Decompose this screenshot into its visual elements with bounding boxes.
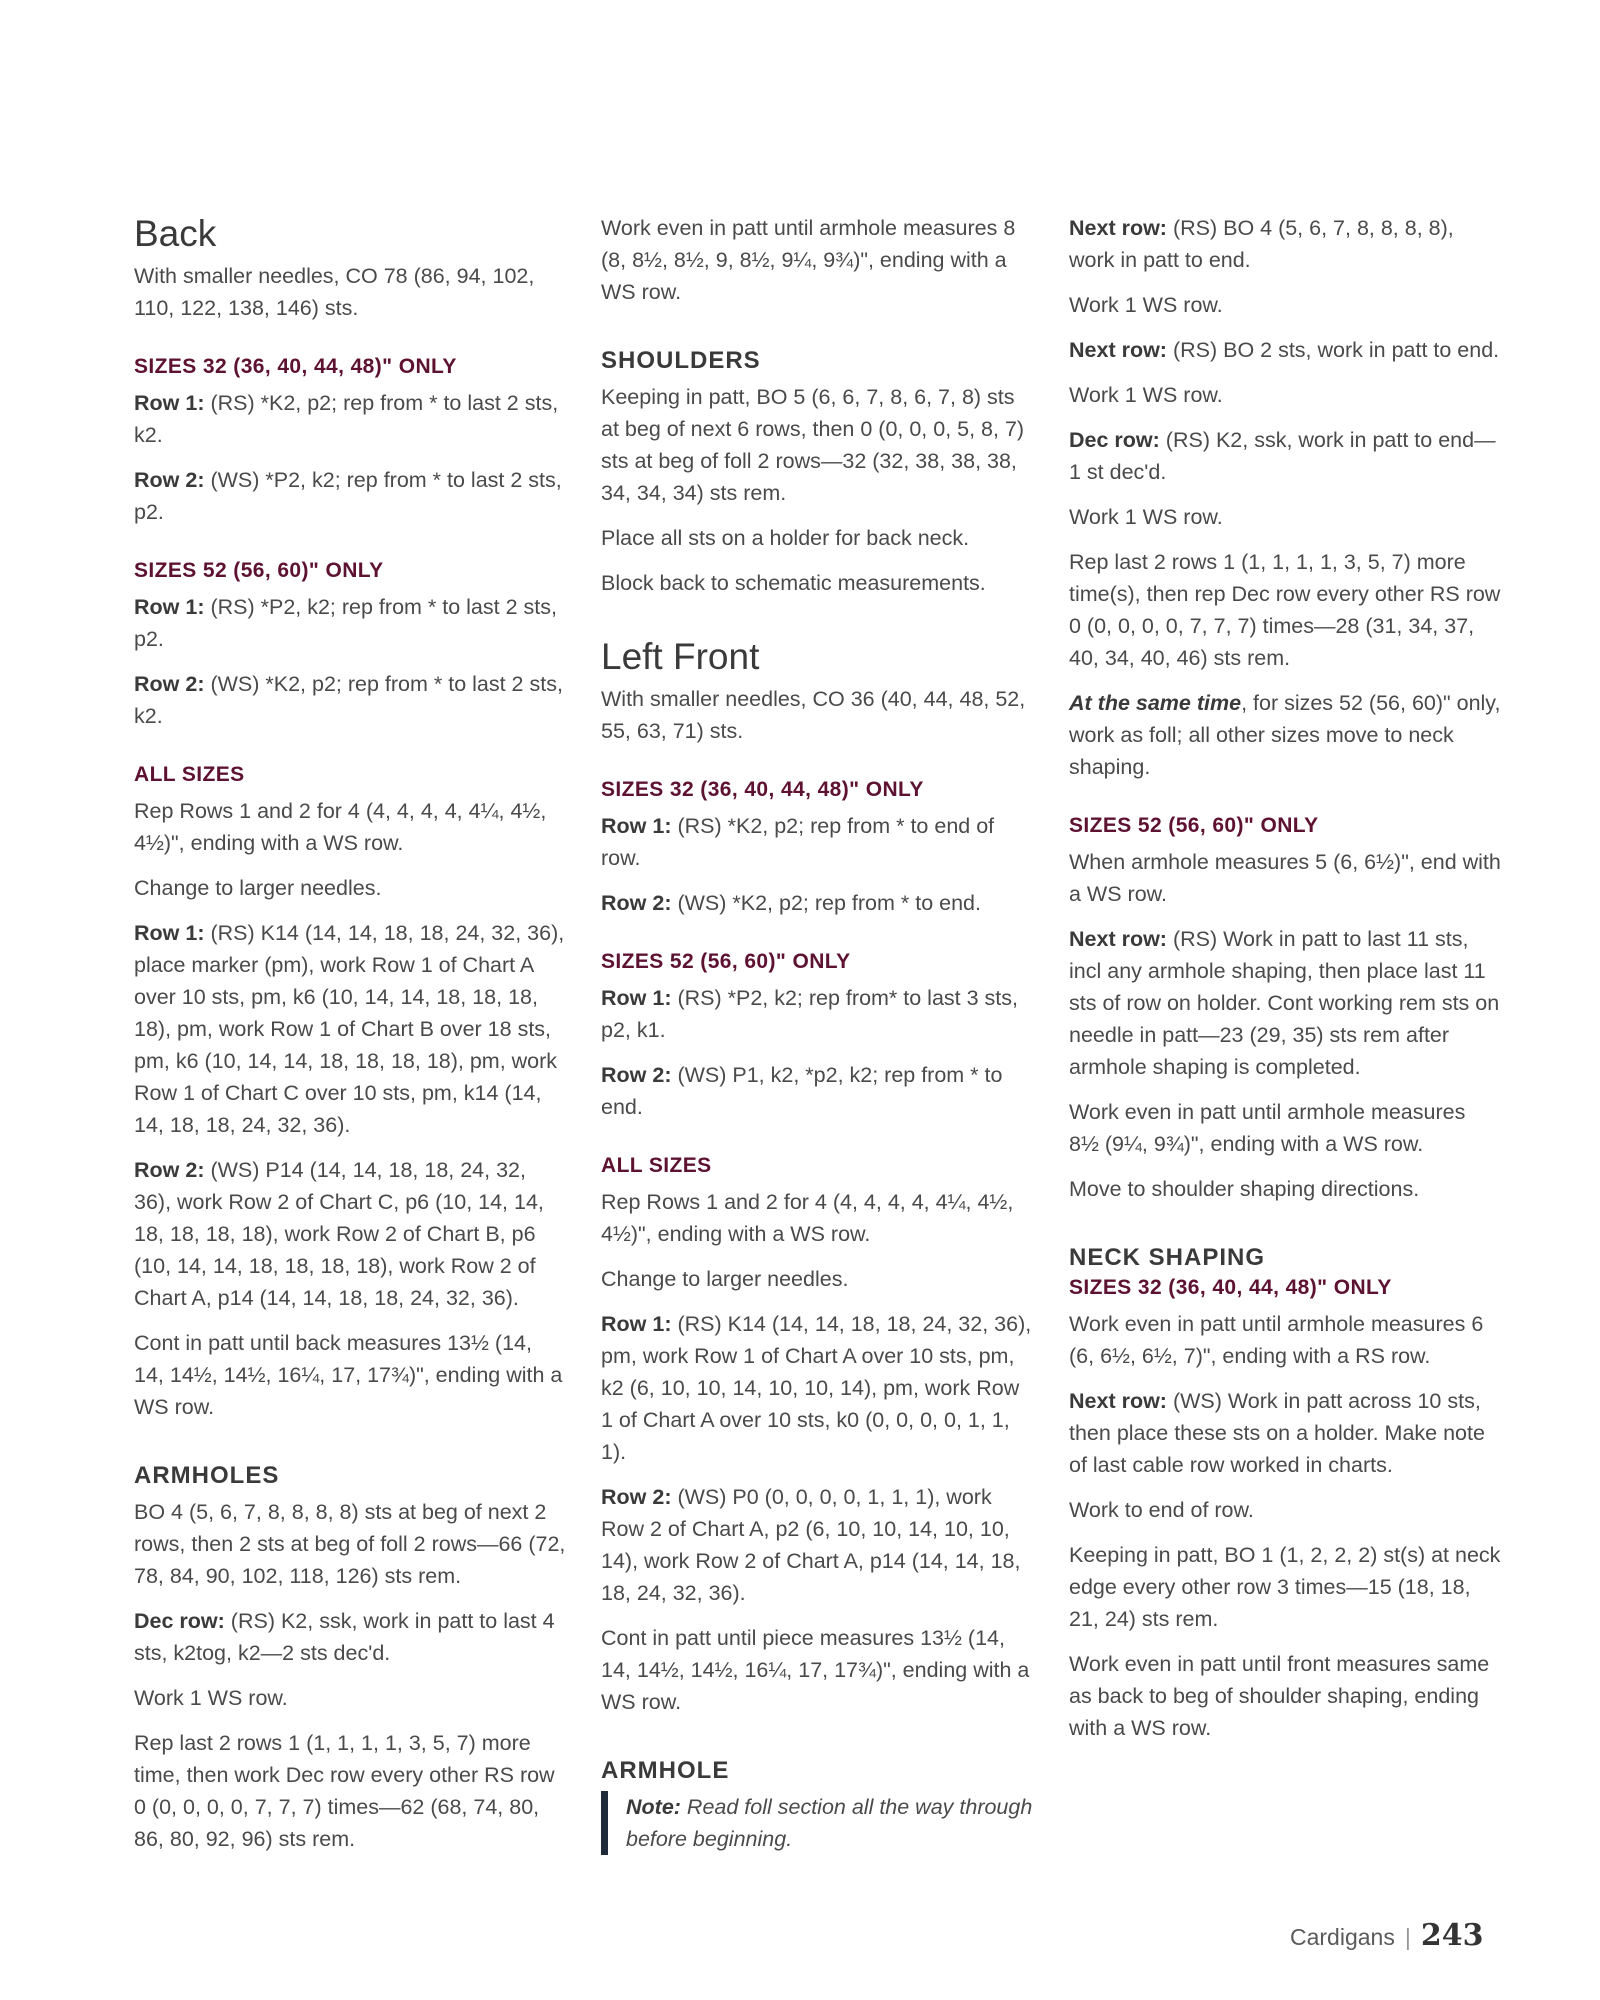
back-small-row2: Row 2: (WS) *P2, k2; rep from * to last 2 sts, p2. — [134, 468, 562, 524]
lf-next-row-2: Next row: (RS) BO 2 sts, work in patt to end. — [1069, 338, 1500, 362]
column-3 — [1069, 212, 1501, 1757]
back-row1: Row 1: (RS) K14 (14, 14, 18, 18, 24, 32, 36), place marker (pm), work Row 1 of Chart A over 10 sts, pm, k6 (10, 14, 14, 18, 18, 18, 18), pm, work Row 1 of Chart B over 18 sts, pm, k6 (10, 14, 14, 18, 18, 18, 18), pm, work Row 1 of Chart C over 10 sts, pm, k14 (14, 14, 18, 18, 24, 32, 36). — [134, 921, 565, 1137]
neck-work-even-2: Work even in patt until front measures same as back to beg of shoulder shaping, ending with a WS row. — [1069, 1652, 1490, 1740]
place-holder-text: Place all sts on a holder for back neck. — [601, 526, 970, 550]
back-large-row2: Row 2: (WS) *K2, p2; rep from * to last 2 sts, k2. — [134, 672, 563, 728]
page-number: 243 — [1420, 1918, 1484, 1953]
back-dec-row: Dec row: (RS) K2, ssk, work in patt to last 4 sts, k2tog, k2—2 sts dec'd. — [134, 1609, 555, 1665]
neck-keeping: Keeping in patt, BO 1 (1, 2, 2, 2) st(s) at neck edge every other row 3 times—15 (18, 18, 21, 24) sts rem. — [1069, 1543, 1501, 1631]
armholes-bo: BO 4 (5, 6, 7, 8, 8, 8, 8) sts at beg of next 2 rows, then 2 sts at beg of foll 2 rows—66 (72, 78, 84, 90, 102, 118, 126) sts rem. — [134, 1500, 566, 1588]
column-2 — [601, 212, 1033, 1855]
back-rep-rows: Rep Rows 1 and 2 for 4 (4, 4, 4, 4, 4¼, 4½, 4½)", ending with a WS row. — [134, 799, 547, 855]
back-all-sizes-heading: ALL SIZES — [134, 763, 245, 786]
lf-cont: Cont in patt until piece measures 13½ (14, 14, 14½, 14½, 16¼, 17, 17¾)", ending with a WS row. — [601, 1626, 1030, 1714]
shoulders-text: Keeping in patt, BO 5 (6, 6, 7, 8, 6, 7, 8) sts at beg of next 6 rows, then 0 (0, 0, 0, 5, 8, 7) sts at beg of foll 2 rows—32 (32, 38, 38, 38, 34, 34, 34) sts rem. — [601, 385, 1025, 505]
note-callout: Note: Read foll section all the way through before beginning. — [601, 1791, 1033, 1855]
back-rep-last: Rep last 2 rows 1 (1, 1, 1, 1, 3, 5, 7) more time, then work Dec row every other RS row 0 (0, 0, 0, 0, 7, 7, 7) times—62 (68, 74, 80, 86, 80, 92, 96) sts rem. — [134, 1731, 555, 1851]
back-cast-on: With smaller needles, CO 78 (86, 94, 102, 110, 122, 138, 146) sts. — [134, 264, 535, 320]
lf-rep-last: Rep last 2 rows 1 (1, 1, 1, 1, 3, 5, 7) more time(s), then rep Dec row every other RS row 0 (0, 0, 0, 0, 7, 7, 7) times—28 (31, 34, 37, 40, 34, 40, 46) sts rem. — [1069, 550, 1501, 670]
footer-separator: | — [1404, 1924, 1411, 1950]
lf-armhole-sizes-large-heading: SIZES 52 (56, 60)" ONLY — [1069, 814, 1319, 837]
lf-sizes-large-heading: SIZES 52 (56, 60)" ONLY — [601, 950, 851, 973]
back-cont: Cont in patt until back measures 13½ (14, 14, 14½, 14½, 16¼, 17, 17¾)", ending with a WS row. — [134, 1331, 563, 1419]
lf-work-ws-3: Work 1 WS row. — [1069, 505, 1223, 529]
lf-small-row1: Row 1: (RS) *K2, p2; rep from * to end of row. — [601, 814, 995, 870]
lf-next-row-3: Next row: (RS) Work in patt to last 11 sts, incl any armhole shaping, then place last 11 sts of row on holder. Cont working rem sts on needle in patt—23 (29, 35) sts rem after armhole shaping is completed. — [1069, 927, 1500, 1079]
left-front-heading: Left Front — [601, 636, 760, 677]
left-front-cast-on: With smaller needles, CO 36 (40, 44, 48, 52, 55, 63, 71) sts. — [601, 687, 1026, 743]
back-heading: Back — [134, 213, 217, 254]
lf-change-needles: Change to larger needles. — [601, 1267, 849, 1291]
neck-sizes-small-heading: SIZES 32 (36, 40, 44, 48)" ONLY — [1069, 1276, 1392, 1299]
lf-rep-rows: Rep Rows 1 and 2 for 4 (4, 4, 4, 4, 4¼, 4½, 4½)", ending with a WS row. — [601, 1190, 1014, 1246]
footer-section: Cardigans — [1290, 1924, 1395, 1950]
lf-small-row2: Row 2: (WS) *K2, p2; rep from * to end. — [601, 891, 981, 915]
lf-same-time: At the same time, for sizes 52 (56, 60)" only, work as foll; all other sizes move to neck shaping. — [1069, 691, 1501, 779]
lf-dec-row: Dec row: (RS) K2, ssk, work in patt to end—1 st dec'd. — [1069, 428, 1496, 484]
lf-row1: Row 1: (RS) K14 (14, 14, 18, 18, 24, 32, 36), pm, work Row 1 of Chart A over 10 sts, pm, k2 (6, 10, 10, 14, 10, 10, 14), pm, work Row 1 of Chart A over 10 sts, k0 (0, 0, 0, 0, 1, 1, 1). — [601, 1312, 1032, 1464]
neck-next-row: Next row: (WS) Work in patt across 10 sts, then place these sts on a holder. Make note of last cable row worked in charts. — [1069, 1389, 1485, 1477]
neck-shaping-heading: NECK SHAPING — [1069, 1244, 1266, 1271]
back-sizes-large-heading: SIZES 52 (56, 60)" ONLY — [134, 559, 384, 582]
lf-when-armhole: When armhole measures 5 (6, 6½)", end with a WS row. — [1069, 850, 1501, 906]
back-large-row1: Row 1: (RS) *P2, k2; rep from * to last 2 sts, p2. — [134, 595, 557, 651]
back-row2: Row 2: (WS) P14 (14, 14, 18, 18, 24, 32, 36), work Row 2 of Chart C, p6 (10, 14, 14, 18, 18, 18, 18), work Row 2 of Chart B, p6 (10, 14, 14, 18, 18, 18, 18), work Row 2 of Chart A, p14 (14, 14, 18, 18, 24, 32, 36). — [134, 1158, 544, 1310]
back-work-ws: Work 1 WS row. — [134, 1686, 288, 1710]
lf-next-row-1: Next row: (RS) BO 4 (5, 6, 7, 8, 8, 8, 8), work in patt to end. — [1069, 216, 1454, 272]
back-small-row1: Row 1: (RS) *K2, p2; rep from * to last 2 sts, k2. — [134, 391, 559, 447]
neck-work-end: Work to end of row. — [1069, 1498, 1254, 1522]
column-1 — [134, 212, 566, 1868]
back-work-even: Work even in patt until armhole measures 8 (8, 8½, 8½, 9, 8½, 9¼, 9¾)", ending with a WS row. — [601, 216, 1016, 304]
block-text: Block back to schematic measurements. — [601, 571, 986, 595]
lf-work-even: Work even in patt until armhole measures 8½ (9¼, 9¾)", ending with a WS row. — [1069, 1100, 1466, 1156]
armhole-heading: ARMHOLE — [601, 1757, 730, 1784]
lf-large-row1: Row 1: (RS) *P2, k2; rep from* to last 3 sts, p2, k1. — [601, 986, 1018, 1042]
armholes-heading: ARMHOLES — [134, 1462, 280, 1489]
lf-work-ws-2: Work 1 WS row. — [1069, 383, 1223, 407]
back-sizes-small-heading: SIZES 32 (36, 40, 44, 48)" ONLY — [134, 355, 457, 378]
lf-large-row2: Row 2: (WS) P1, k2, *p2, k2; rep from * to end. — [601, 1063, 1003, 1119]
back-change-needles: Change to larger needles. — [134, 876, 382, 900]
page-footer — [1290, 1918, 1483, 1953]
lf-work-ws-1: Work 1 WS row. — [1069, 293, 1223, 317]
lf-all-sizes-heading: ALL SIZES — [601, 1154, 712, 1177]
neck-work-even: Work even in patt until armhole measures 6 (6, 6½, 6½, 7)", ending with a RS row. — [1069, 1312, 1484, 1368]
shoulders-heading: SHOULDERS — [601, 347, 761, 374]
lf-sizes-small-heading: SIZES 32 (36, 40, 44, 48)" ONLY — [601, 778, 924, 801]
lf-move-to: Move to shoulder shaping directions. — [1069, 1177, 1420, 1201]
lf-row2: Row 2: (WS) P0 (0, 0, 0, 0, 1, 1, 1), work Row 2 of Chart A, p2 (6, 10, 10, 14, 10, 10, 14), work Row 2 of Chart A, p14 (14, 14, 18, 18, 24, 32, 36). — [601, 1485, 1021, 1605]
